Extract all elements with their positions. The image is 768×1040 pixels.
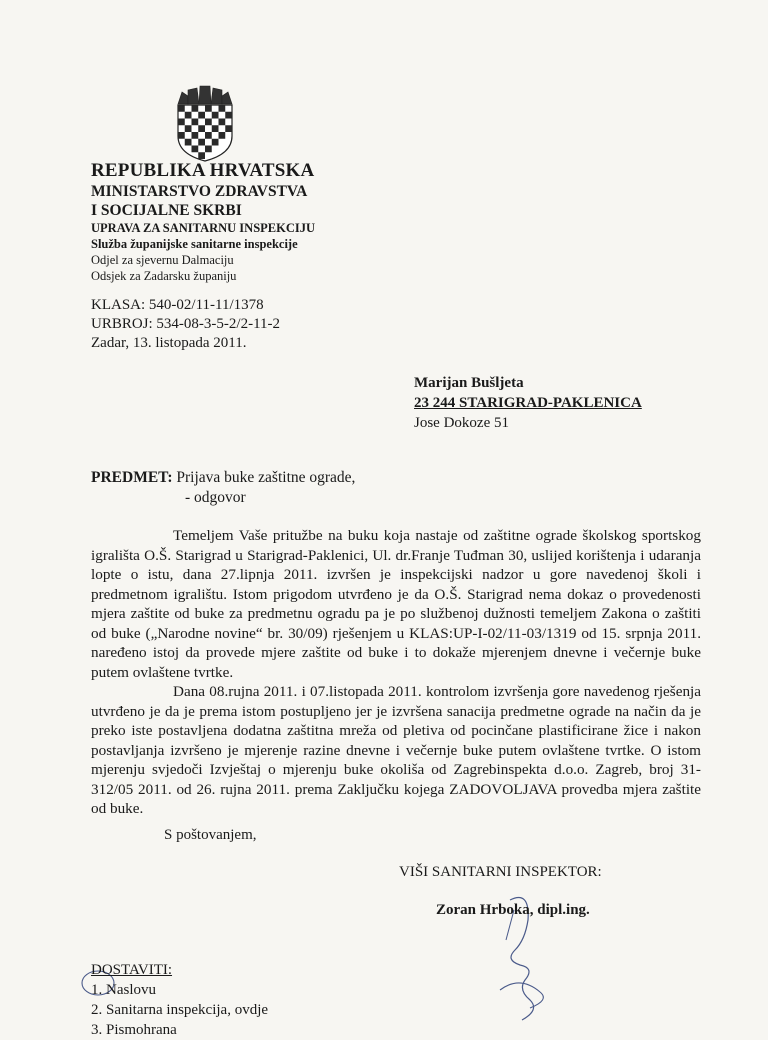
subject-block: [91, 468, 355, 508]
distribution-item: 2. Sanitarna inspekcija, ovdje: [91, 1002, 269, 1018]
service-name: Služba županijske sanitarne inspekcije: [91, 237, 298, 251]
closing-salutation: S poštovanjem,: [164, 827, 257, 843]
body-paragraph-2: Dana 08.rujna 2011. i 07.listopada 2011. kontrolom izvršenja gore navedenog rješenja utvrđeno je da je prema istom postupljeno jer je izvršena sanacija predmetne ograde na način da je preko iste postavljena dodatna zaštitna mreža od pletiva od pocinčane plastificirane žice i nakon postavljanja izvršeno je mjerenje razine dnevne i večernje buke putem ovlaštene tvrtke. O istom mjerenju svjedoči Izvještaj o mjerenju buke okoliša od Zagrebinspekta d.o.o. Zagreb, broj 31-312/05 2011. od 26. rujna 2011. prema Zaključku kojega ZADOVOLJAVA provedba mjera zaštite od buke.: [91, 683, 701, 817]
distribution-list: [91, 960, 268, 1040]
croatian-coat-of-arms-icon: [176, 84, 234, 162]
directorate-name: UPRAVA ZA SANITARNU INSPEKCIJU: [91, 221, 316, 235]
section-name: Odsjek za Zadarsku županiju: [91, 269, 237, 283]
recipient-name: Marijan Bušljeta: [414, 375, 524, 391]
department-name: Odjel za sjevernu Dalmaciju: [91, 253, 234, 267]
letterhead: [91, 160, 315, 284]
distribution-item: 1. Naslovu: [91, 982, 156, 998]
distribution-title: DOSTAVITI:: [91, 962, 173, 978]
recipient-city: 23 244 STARIGRAD-PAKLENICA: [414, 395, 642, 411]
ministry-line-2: I SOCIJALNE SKRBI: [91, 202, 242, 219]
signer-title: VIŠI SANITARNI INSPEKTOR:: [399, 864, 602, 880]
distribution-item: 3. Pismohrana: [91, 1022, 177, 1038]
ministry-line-1: MINISTARSTVO ZDRAVSTVA: [91, 183, 308, 200]
republic-name: REPUBLIKA HRVATSKA: [91, 160, 315, 181]
recipient-street: Jose Dokoze 51: [414, 415, 509, 431]
recipient-address: [414, 373, 642, 433]
urbroj-number: URBROJ: 534-08-3-5-2/2-11-2: [91, 316, 281, 332]
subject-line-2: - odgovor: [185, 489, 246, 506]
subject-text: Prijava buke zaštitne ograde,: [176, 469, 356, 486]
document-reference: [91, 296, 280, 353]
subject-label: PREDMET:: [91, 469, 173, 486]
body-paragraph-1: Temeljem Vaše pritužbe na buku koja nastaje od zaštitne ograde školskog sportskog igrališta O.Š. Starigrad u Starigrad-Paklenici, Ul. dr.Franje Tuđman 30, uslijed korištenja i udaranja lopte o istu, dana 27.lipnja 2011. izvršen je inspekcijski nadzor u gore navedenoj školi i predmetnom igralištu. Istom prigodom utvrđeno je da O.Š. Starigrad nema dokaz o provedenosti mjera zaštite od buke za predmetnu ogradu pa je po službenoj dužnosti temeljem Zakona o zaštiti od buke („Narodne novine“ br. 30/09) rješenjem u KLAS:UP-I-02/11-03/1319 od 15. srpnja 2011. naređeno istoj da provede mjere zaštite od buke i to dokaže mjerenjem dnevne i večernje buke putem ovlaštene tvrtke.: [91, 527, 701, 681]
klasa-number: KLASA: 540-02/11-11/1378: [91, 297, 264, 313]
place-date: Zadar, 13. listopada 2011.: [91, 335, 247, 351]
letter-body: [91, 526, 701, 819]
signer-name: Zoran Hrboka, dipl.ing.: [436, 902, 590, 918]
